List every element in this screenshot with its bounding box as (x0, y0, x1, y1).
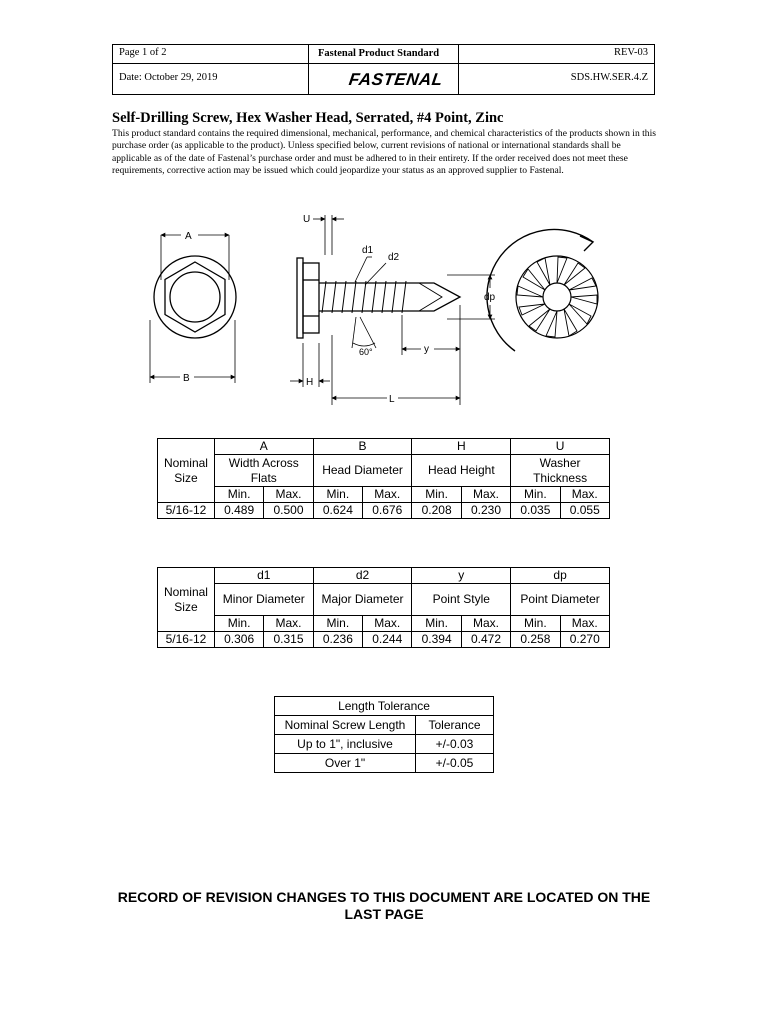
table-cell: 0.208 (412, 503, 461, 519)
table-cell: 0.236 (313, 632, 362, 648)
max-header: Max. (363, 616, 412, 632)
label-H: H (306, 377, 314, 388)
column-code: A (214, 439, 313, 455)
table-header-row (158, 584, 610, 616)
nominal-size-header: Nominal Size (158, 439, 215, 503)
document-header (112, 44, 655, 95)
max-header: Max. (560, 487, 609, 503)
column-code: d1 (214, 568, 313, 584)
rotation-arrow-icon (580, 236, 593, 251)
table-cell: 0.244 (363, 632, 412, 648)
table-cell: 0.676 (363, 503, 412, 519)
label-d2: d2 (388, 252, 400, 263)
column-header: Nominal Screw Length (275, 716, 416, 735)
screw-drawing (140, 205, 630, 410)
column-name: Head Diameter (313, 455, 412, 487)
table-cell: 0.500 (264, 503, 313, 519)
intro-paragraph: This product standard contains the required dimensional, mechanical, performance, and chemical characteristics of the products shown in this purchase order (as applicable to the product). Unless specified below, current revisions of national or international standards shall be applicable as of the date of Fastenal’s purchase order and must be adhered to in their entirety. If the order received does not meet these requirements, corrective action may be issued which could jeopardize your status as an approved supplier to Fastenal. (112, 128, 656, 177)
max-header: Max. (363, 487, 412, 503)
revision: REV-03 (613, 47, 648, 58)
table-cell: 0.315 (264, 632, 313, 648)
label-dp: dp (484, 292, 496, 303)
dimension-table-2 (157, 567, 610, 648)
label-L: L (389, 394, 395, 405)
table-cell: 0.306 (214, 632, 263, 648)
min-header: Min. (313, 616, 362, 632)
table-cell: +/-0.03 (416, 735, 494, 754)
min-header: Min. (511, 487, 560, 503)
header-row-top (113, 45, 654, 64)
table-cell: 0.472 (461, 632, 510, 648)
label-U: U (303, 214, 311, 225)
min-header: Min. (214, 487, 263, 503)
standard-name: Fastenal Product Standard (318, 48, 440, 59)
column-name: Width Across Flats (214, 455, 313, 487)
table-header-row (158, 487, 610, 503)
table-cell: Up to 1", inclusive (275, 735, 416, 754)
nominal-size: 5/16-12 (158, 503, 215, 519)
nominal-size-header: Nominal Size (158, 568, 215, 632)
table-cell: 0.489 (214, 503, 263, 519)
column-code: B (313, 439, 412, 455)
header-cell-rev (458, 45, 654, 63)
page-number: Page 1 of 2 (119, 47, 167, 58)
column-code: U (511, 439, 610, 455)
revision-notice: RECORD OF REVISION CHANGES TO THIS DOCUMENT ARE LOCATED ON THE LAST PAGE (117, 889, 651, 922)
table-cell: Over 1" (275, 754, 416, 773)
table-header-row (158, 455, 610, 487)
length-tolerance-table (274, 696, 494, 773)
label-B: B (183, 373, 190, 384)
table-header-row (158, 568, 610, 584)
column-code: dp (511, 568, 610, 584)
table-cell: 0.258 (511, 632, 560, 648)
max-header: Max. (264, 616, 313, 632)
column-name: Point Style (412, 584, 511, 616)
max-header: Max. (461, 616, 510, 632)
header-cell-docid (458, 63, 654, 95)
page-title: Self-Drilling Screw, Hex Washer Head, Serrated, #4 Point, Zinc (112, 110, 504, 126)
table-row (158, 632, 610, 648)
fastenal-logo: FASTENAL (347, 70, 445, 89)
column-code: H (412, 439, 511, 455)
column-name: Washer Thickness (511, 455, 610, 487)
min-header: Min. (313, 487, 362, 503)
table-row (275, 735, 494, 754)
header-cell-page (113, 45, 309, 63)
nominal-size: 5/16-12 (158, 632, 215, 648)
max-header: Max. (264, 487, 313, 503)
head-top-view (154, 256, 236, 338)
document-date: Date: October 29, 2019 (119, 72, 218, 83)
table-cell: 0.270 (560, 632, 609, 648)
column-name: Major Diameter (313, 584, 412, 616)
table-cell: +/-0.05 (416, 754, 494, 773)
header-cell-date (113, 63, 309, 95)
table-cell: 0.035 (511, 503, 560, 519)
serrated-underside-view (487, 229, 598, 351)
screw-side-view (297, 258, 460, 338)
label-y: y (424, 344, 429, 355)
dimension-table-1 (157, 438, 610, 519)
label-angle: 60° (359, 347, 373, 357)
table-cell: 0.055 (560, 503, 609, 519)
document-id: SDS.HW.SER.4.Z (570, 72, 648, 83)
label-d1: d1 (362, 245, 374, 256)
min-header: Min. (412, 616, 461, 632)
thread-lines (322, 281, 406, 313)
table-cell: 0.230 (461, 503, 510, 519)
min-header: Min. (214, 616, 263, 632)
table-row (158, 503, 610, 519)
column-header: Tolerance (416, 716, 494, 735)
table-cell: 0.394 (412, 632, 461, 648)
table-header-row (158, 616, 610, 632)
max-header: Max. (461, 487, 510, 503)
label-A: A (185, 231, 192, 242)
table-header-row (275, 716, 494, 735)
column-name: Point Diameter (511, 584, 610, 616)
min-header: Min. (511, 616, 560, 632)
table-row (275, 754, 494, 773)
column-name: Head Height (412, 455, 511, 487)
column-code: y (412, 568, 511, 584)
column-name: Minor Diameter (214, 584, 313, 616)
max-header: Max. (560, 616, 609, 632)
length-tolerance-title: Length Tolerance (275, 697, 494, 716)
table-cell: 0.624 (313, 503, 362, 519)
column-code: d2 (313, 568, 412, 584)
table-header-row (158, 439, 610, 455)
min-header: Min. (412, 487, 461, 503)
